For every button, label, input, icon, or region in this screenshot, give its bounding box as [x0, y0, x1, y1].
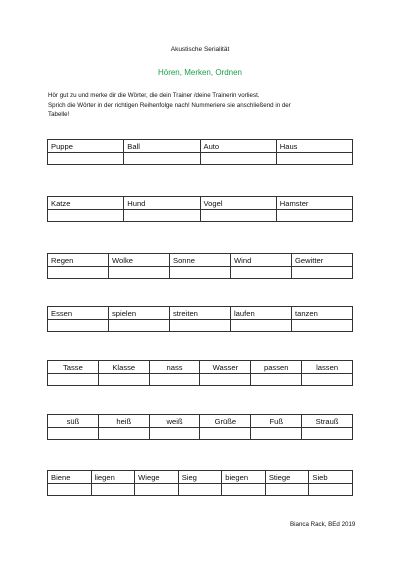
- document-title: Akustische Serialität: [170, 46, 230, 53]
- number-cell[interactable]: [309, 484, 353, 496]
- number-cell[interactable]: [231, 267, 292, 279]
- word-row: [48, 361, 353, 374]
- number-row: [48, 153, 353, 165]
- word-row: [48, 471, 353, 484]
- number-row: [48, 374, 353, 386]
- word-table-7: [47, 470, 353, 496]
- instruction-line: Hör gut zu und merke dir die Wörter, die dein Trainer /deine Trainerin vorliest.: [48, 92, 260, 99]
- word-cell: Vogel: [200, 197, 276, 210]
- word-table-2: [47, 196, 353, 222]
- number-cell[interactable]: [48, 210, 124, 222]
- word-cell: Hamster: [276, 197, 352, 210]
- word-cell: Sonne: [170, 254, 231, 267]
- number-cell[interactable]: [251, 374, 302, 386]
- number-cell[interactable]: [135, 484, 179, 496]
- number-cell[interactable]: [178, 484, 222, 496]
- number-cell[interactable]: [124, 153, 200, 165]
- word-cell: Grüße: [200, 415, 251, 428]
- number-cell[interactable]: [302, 428, 353, 440]
- word-cell: tanzen: [292, 307, 353, 320]
- number-cell[interactable]: [302, 374, 353, 386]
- word-cell: Tasse: [48, 361, 99, 374]
- number-cell[interactable]: [48, 428, 99, 440]
- number-cell[interactable]: [124, 210, 200, 222]
- word-cell: biegen: [222, 471, 266, 484]
- document-subtitle: Hören, Merken, Ordnen: [157, 68, 243, 77]
- word-cell: Gewitter: [292, 254, 353, 267]
- word-cell: Wiege: [135, 471, 179, 484]
- number-cell[interactable]: [265, 484, 309, 496]
- word-cell: Stiege: [265, 471, 309, 484]
- word-cell: süß: [48, 415, 99, 428]
- number-cell[interactable]: [292, 320, 353, 332]
- number-cell[interactable]: [109, 320, 170, 332]
- number-cell[interactable]: [222, 484, 266, 496]
- number-cell[interactable]: [292, 267, 353, 279]
- word-cell: laufen: [231, 307, 292, 320]
- word-cell: Biene: [48, 471, 92, 484]
- number-cell[interactable]: [98, 374, 149, 386]
- number-cell[interactable]: [48, 374, 99, 386]
- word-cell: Auto: [200, 140, 276, 153]
- number-cell[interactable]: [48, 153, 124, 165]
- author-footer: Bianca Rack, BEd 2019: [290, 521, 356, 528]
- number-cell[interactable]: [231, 320, 292, 332]
- word-cell: Puppe: [48, 140, 124, 153]
- word-cell: liegen: [91, 471, 135, 484]
- word-row: [48, 307, 353, 320]
- word-cell: Wasser: [200, 361, 251, 374]
- number-row: [48, 428, 353, 440]
- word-cell: Wolke: [109, 254, 170, 267]
- word-cell: Katze: [48, 197, 124, 210]
- instruction-line: Sprich die Wörter in der richtigen Reihenfolge nach! Nummeriere sie anschließend in der: [48, 101, 291, 109]
- word-table-5: [47, 360, 353, 386]
- word-table-1: [47, 139, 353, 165]
- number-cell[interactable]: [149, 374, 200, 386]
- number-cell[interactable]: [48, 320, 109, 332]
- number-cell[interactable]: [48, 484, 92, 496]
- word-cell: Essen: [48, 307, 109, 320]
- word-cell: Klasse: [98, 361, 149, 374]
- number-cell[interactable]: [170, 320, 231, 332]
- word-cell: Sieb: [309, 471, 353, 484]
- word-cell: lassen: [302, 361, 353, 374]
- word-table-3: [47, 253, 353, 279]
- word-cell: Wind: [231, 254, 292, 267]
- number-cell[interactable]: [276, 210, 352, 222]
- number-cell[interactable]: [109, 267, 170, 279]
- instructions: [48, 91, 358, 120]
- word-table-6: [47, 414, 353, 440]
- word-cell: Fuß: [251, 415, 302, 428]
- number-cell[interactable]: [276, 153, 352, 165]
- number-row: [48, 320, 353, 332]
- word-cell: Sieg: [178, 471, 222, 484]
- word-table-4: [47, 306, 353, 332]
- word-cell: passen: [251, 361, 302, 374]
- number-cell[interactable]: [200, 428, 251, 440]
- number-cell[interactable]: [200, 210, 276, 222]
- word-row: [48, 140, 353, 153]
- word-cell: Ball: [124, 140, 200, 153]
- word-cell: nass: [149, 361, 200, 374]
- number-cell[interactable]: [200, 153, 276, 165]
- word-cell: weiß: [149, 415, 200, 428]
- word-cell: Hund: [124, 197, 200, 210]
- number-cell[interactable]: [200, 374, 251, 386]
- number-cell[interactable]: [251, 428, 302, 440]
- number-cell[interactable]: [91, 484, 135, 496]
- instruction-line: Tabelle!: [48, 111, 70, 119]
- word-cell: heiß: [98, 415, 149, 428]
- number-row: [48, 484, 353, 496]
- number-row: [48, 267, 353, 279]
- word-row: [48, 197, 353, 210]
- number-cell[interactable]: [149, 428, 200, 440]
- number-cell[interactable]: [98, 428, 149, 440]
- number-cell[interactable]: [170, 267, 231, 279]
- word-cell: Haus: [276, 140, 352, 153]
- number-cell[interactable]: [48, 267, 109, 279]
- word-cell: Regen: [48, 254, 109, 267]
- word-cell: streiten: [170, 307, 231, 320]
- word-row: [48, 254, 353, 267]
- number-row: [48, 210, 353, 222]
- word-cell: spielen: [109, 307, 170, 320]
- word-row: [48, 415, 353, 428]
- word-cell: Strauß: [302, 415, 353, 428]
